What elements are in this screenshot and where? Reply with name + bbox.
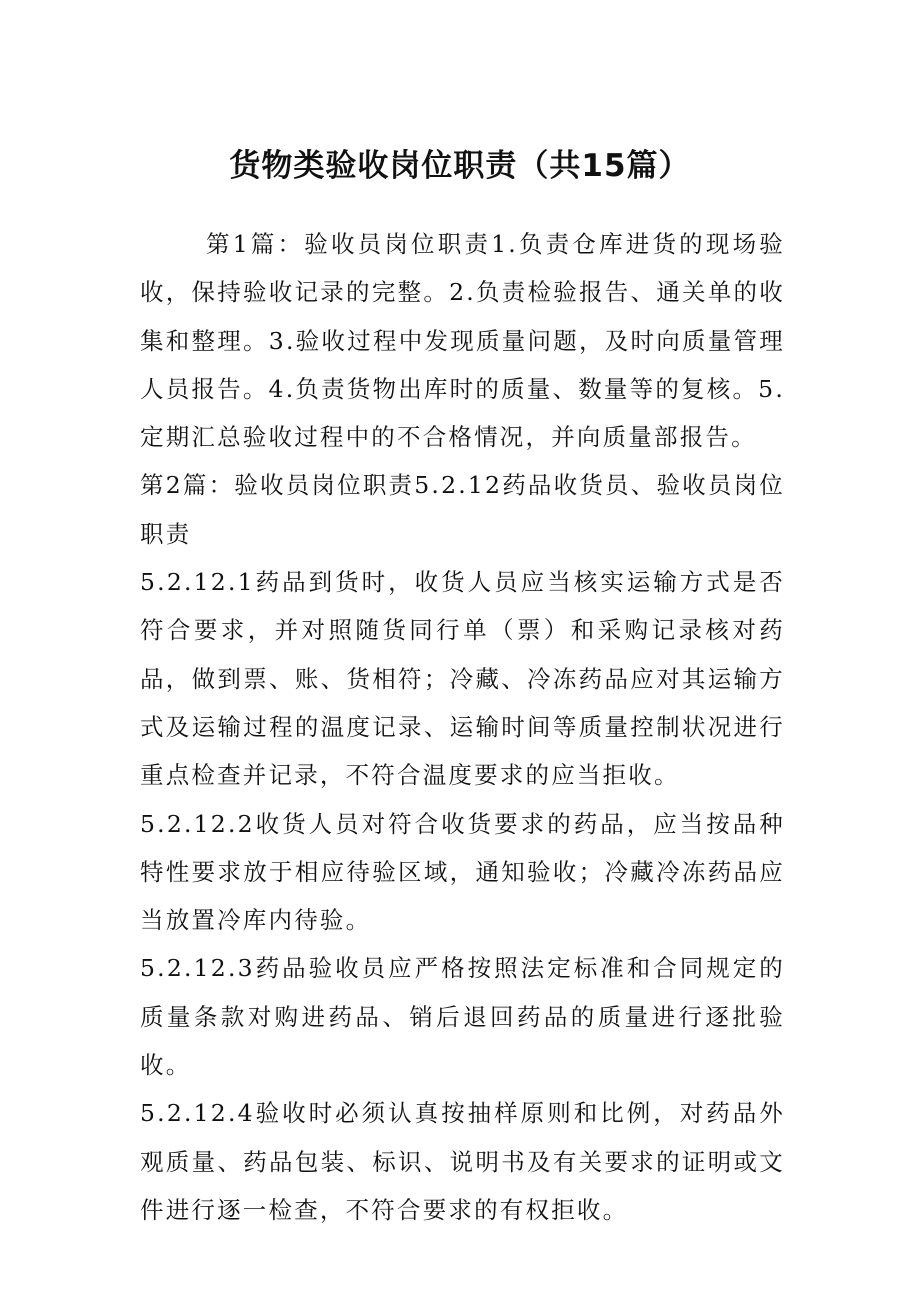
paragraph-4: 5.2.12.2收货人员对符合收货要求的药品，应当按品种特性要求放于相应待验区域，通知验收；冷藏冷冻药品应当放置冷库内待验。 <box>140 809 785 935</box>
paragraph-6: 5.2.12.4验收时必须认真按抽样原则和比例，对药品外观质量、药品包装、标识、说明书及有关要求的证明或文件进行逐一检查，不符合要求的有权拒收。 <box>140 1099 785 1224</box>
document-body <box>140 220 785 1234</box>
paragraph-2: 第2篇：验收员岗位职责5.2.12药品收货员、验收员岗位职责 <box>140 471 785 548</box>
paragraph-3: 5.2.12.1药品到货时，收货人员应当核实运输方式是否符合要求，并对照随货同行单（票）和采购记录核对药品，做到票、账、货相符；冷藏、冷冻药品应对其运输方式及运输过程的温度记录、运输时间等质量控制状况进行重点检查并记录，不符合温度要求的应当拒收。 <box>140 568 785 790</box>
paragraph-1: 第1篇：验收员岗位职责1.负责仓库进货的现场验收，保持验收记录的完整。2.负责检验报告、通关单的收集和整理。3.验收过程中发现质量问题，及时向质量管理人员报告。4.负责货物出库时的质量、数量等的复核。5.定期汇总验收过程中的不合格情况，并向质量部报告。 <box>140 230 785 452</box>
document-title: 货物类验收岗位职责（共15篇） <box>229 148 691 184</box>
paragraph-5: 5.2.12.3药品验收员应严格按照法定标准和合同规定的质量条款对购进药品、销后退回药品的质量进行逐批验收。 <box>140 954 785 1080</box>
